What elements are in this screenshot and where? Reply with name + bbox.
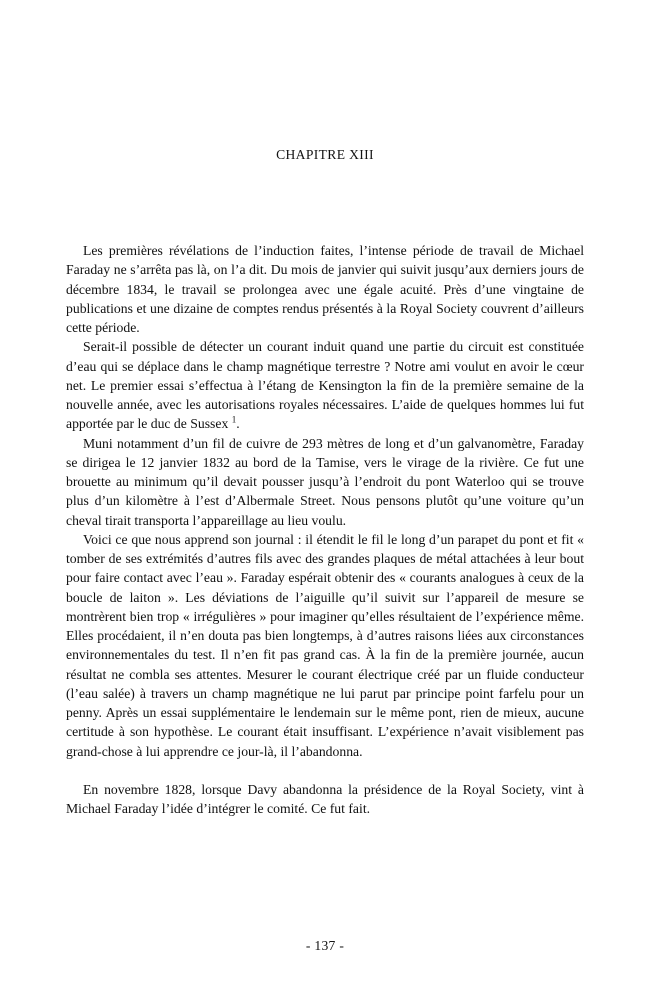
paragraph-1: Les premières révélations de l’induction faites, l’intense période de travail de Michael Faraday ne s’arrêta pas là, on l’a dit. Du mois de janvier qui suivit jusqu’aux derniers jours de décembre 1834, le travail se prolongea avec une égale acuité. Près d’une vingtaine de publications et une dizaine de comptes rendus présentés à la Royal Society couvrent d’ailleurs cette période. <box>66 243 584 335</box>
paragraph-2-text-after-footnote: . <box>236 416 240 432</box>
page-number: - 137 - <box>305 938 345 953</box>
paragraph-5: En novembre 1828, lorsque Davy abandonna la présidence de la Royal Society, vint à Michael Faraday l’idée d’intégrer le comité. Ce fut fait. <box>66 782 584 817</box>
footnote-reference-1[interactable]: 1 <box>231 414 237 425</box>
paragraph-2 <box>66 337 584 433</box>
chapter-title: CHAPITRE XIII <box>276 147 374 162</box>
body-text-block <box>66 241 584 819</box>
paragraph-4: Voici ce que nous apprend son journal : il étendit le fil le long d’un parapet du pont et fit « tomber de ses extrémités d’autres fils avec des grandes plaques de métal attachées à leur bout pour faire contact avec l’eau ». Faraday espérait obtenir des « courants analogues à ceux de la boucle de laiton ». Les déviations de l’aiguille qu’il suivit sur l’appareil de mesure se montrèrent bien trop « irrégulières » pour imaginer qu’elles résultaient de l’expérience même. Elles procédaient, il n’en douta pas bien longtemps, à d’autres raisons liées aux circonstances environnementales du test. Il n’en fit pas grand cas. À la fin de la première journée, aucun résultat ne combla ses attentes. Mesurer le courant électrique créé par un fluide conducteur (l’eau salée) à travers un champ magnétique ne lui parut par principe point farfelu pour un penny. Après un essai supplémentaire le lendemain sur le même pont, rien de mieux, aucune certitude à son hypothèse. Le courant était insuffisant. L’expérience n’avait visiblement pas grand-chose à lui apprendre ce jour-là, il l’abandonna. <box>66 531 584 759</box>
paragraph-3: Muni notamment d’un fil de cuivre de 293 mètres de long et d’un galvanomètre, Faraday se dirigea le 12 janvier 1832 au bord de la Tamise, vers le virage de la rivière. Ce fut une brouette au minimum qu’il devait pousser jusqu’à l’endroit du pont Waterloo qui se trouve plus d’un kilomètre à l’est d’Albermale Street. Nous pensons plutôt qu’une voiture qu’un cheval tirait transporta l’appareillage au lieu voulu. <box>66 435 584 528</box>
paragraph-2-text-before-footnote: Serait-il possible de détecter un courant induit quand une partie du circuit est constituée d’eau qui se déplace dans le champ magnétique terrestre ? Notre ami voulut en avoir le cœur net. Le premier essai s’effectua à l’étang de Kensington la fin de la première semaine de la nouvelle année, avec les autorisations royales nécessaires. L’aide de quelques hommes lui fut apportée par le duc de Sussex <box>66 339 584 432</box>
